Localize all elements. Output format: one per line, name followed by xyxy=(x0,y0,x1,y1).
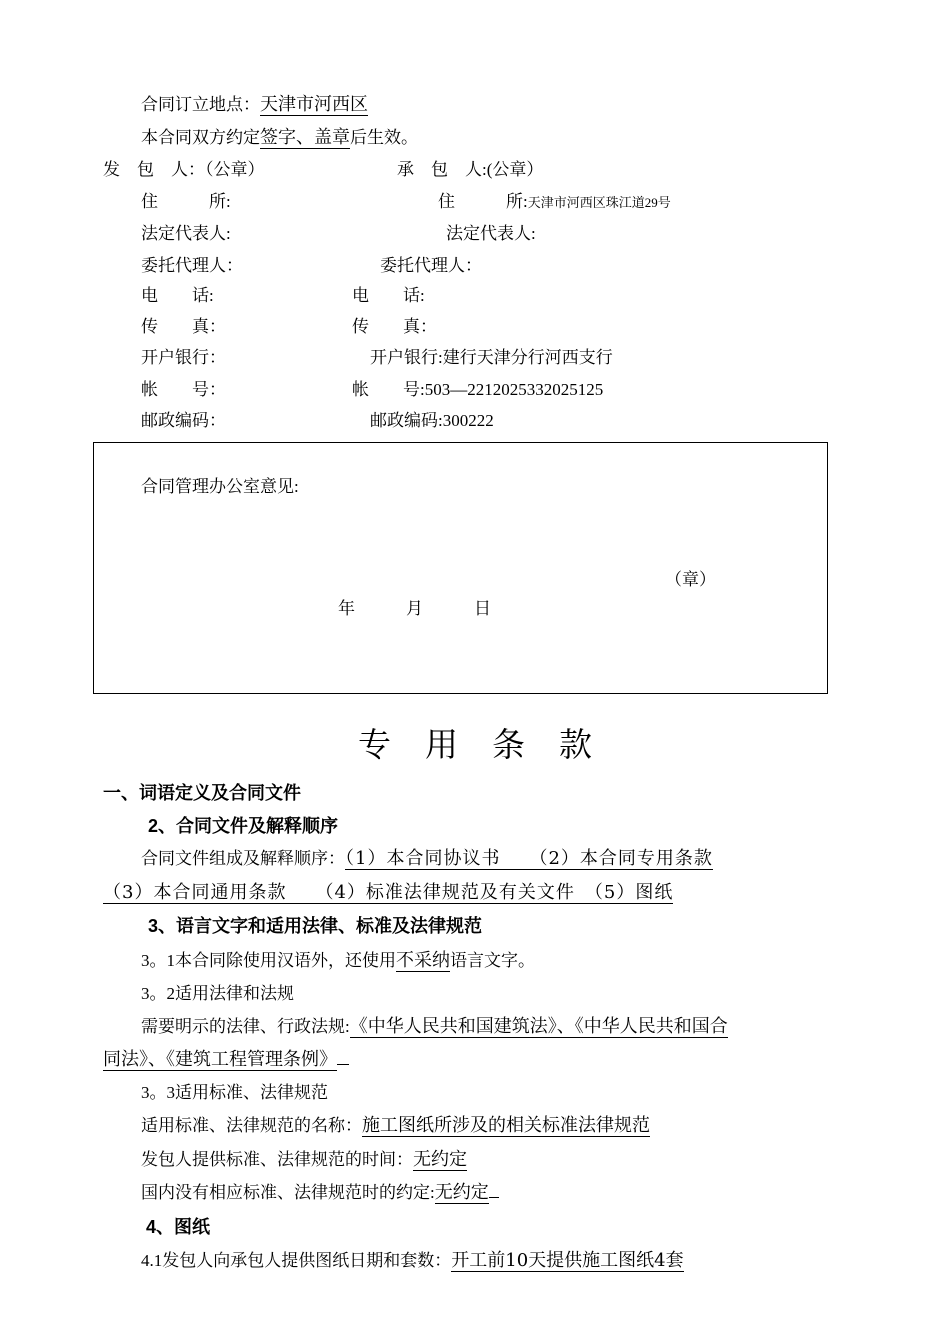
documents-order-label: 合同文件组成及解释顺序： xyxy=(141,849,345,868)
clause-3-1-prefix: 3。1本合同除使用汉语外，还使用 xyxy=(141,951,396,970)
contract-place-label: 合同订立地点： xyxy=(141,95,260,114)
underline-tail xyxy=(489,1197,499,1198)
contractor-address-line xyxy=(438,191,671,214)
effect-value: 签字、盖章 xyxy=(260,127,350,148)
contractor-address-label: 住 所: xyxy=(438,192,528,211)
opinion-date: 年 月 日 xyxy=(338,599,491,618)
heading-language-law: 3、语言文字和适用法律、标准及法律规范 xyxy=(148,916,483,936)
employer-phone-label: 电 话: xyxy=(141,286,214,305)
standards-name-label: 适用标准、法律规范的名称： xyxy=(141,1116,362,1135)
section-title: 专用条款 xyxy=(358,725,626,764)
contractor-account-label: 帐 号: xyxy=(352,380,425,399)
heading-drawings: 4、图纸 xyxy=(146,1217,211,1237)
effect-prefix: 本合同双方约定 xyxy=(141,128,260,147)
standards-name-value: 施工图纸所涉及的相关标准法律规范 xyxy=(362,1115,650,1136)
contractor-agent-label: 委托代理人： xyxy=(380,256,482,275)
standards-none-label: 国内没有相应标准、法律规范时的约定: xyxy=(141,1183,435,1202)
documents-order-value-2: （3）本合同通用条款 （4）标准法律规范及有关文件 （5）图纸 xyxy=(103,882,674,903)
standards-time-line xyxy=(141,1149,467,1171)
contract-place-line xyxy=(141,94,368,116)
laws-value-2: 同法》、《建筑工程管理条例》 xyxy=(103,1049,337,1070)
contractor-postcode-value: 300222 xyxy=(442,411,494,430)
contractor-fax-label: 传 真： xyxy=(352,317,437,336)
clause-3-2: 3。2适用法律和法规 xyxy=(141,984,294,1003)
heading-documents-order: 2、合同文件及解释顺序 xyxy=(148,816,339,836)
effect-suffix: 后生效。 xyxy=(350,128,418,147)
contractor-bank-line xyxy=(370,347,613,369)
employer-address-label: 住 所: xyxy=(141,192,231,211)
contract-place-value: 天津市河西区 xyxy=(260,94,368,115)
clause-4-1-label: 4.1发包人向承包人提供图纸日期和套数： xyxy=(141,1251,452,1270)
contractor-account-line xyxy=(352,379,603,401)
clause-3-1-value: 不采纳 xyxy=(396,950,450,971)
clause-4-1 xyxy=(141,1250,684,1272)
opinion-label: 合同管理办公室意见: xyxy=(141,477,299,496)
contractor-postcode-label: 邮政编码: xyxy=(370,411,443,430)
heading-definitions: 一、词语定义及合同文件 xyxy=(103,783,301,803)
laws-line-1 xyxy=(141,1016,728,1038)
employer-postcode-label: 邮政编码： xyxy=(141,411,226,430)
documents-order-line-1 xyxy=(141,848,713,870)
seal-placeholder: （章） xyxy=(665,570,716,589)
contractor-bank-label: 开户银行: xyxy=(370,348,443,367)
employer-label: 发 包 人：（公章） xyxy=(103,160,265,179)
contractor-postcode-line xyxy=(370,410,494,432)
laws-value-1: 《中华人民共和国建筑法》、《中华人民共和国合 xyxy=(349,1016,728,1037)
employer-fax-label: 传 真： xyxy=(141,317,226,336)
employer-account-label: 帐 号： xyxy=(141,380,226,399)
contractor-phone-label: 电 话: xyxy=(352,286,425,305)
clause-3-1-suffix: 语言文字。 xyxy=(450,951,535,970)
clause-3-1 xyxy=(141,950,535,972)
laws-label: 需要明示的法律、行政法规: xyxy=(141,1017,350,1036)
standards-time-value: 无约定 xyxy=(413,1149,467,1170)
contractor-label: 承 包 人:(公章） xyxy=(397,160,544,179)
documents-order-line-2 xyxy=(103,882,673,904)
contractor-bank-value: 建行天津分行河西支行 xyxy=(442,348,613,367)
contractor-address-value: 天津市河西区珠江道29号 xyxy=(527,195,671,210)
clause-3-3: 3。3适用标准、法律规范 xyxy=(141,1083,328,1102)
standards-name-line xyxy=(141,1115,650,1137)
laws-line-2 xyxy=(103,1049,349,1071)
employer-legal-rep-label: 法定代表人: xyxy=(141,224,231,243)
contract-effect-line xyxy=(141,127,418,149)
standards-none-line xyxy=(141,1182,499,1204)
contractor-legal-rep-label: 法定代表人: xyxy=(446,224,536,243)
standards-time-label: 发包人提供标准、法律规范的时间： xyxy=(141,1150,413,1169)
standards-none-value: 无约定 xyxy=(434,1182,489,1203)
underline-tail xyxy=(337,1064,349,1065)
clause-4-1-value: 开工前10天提供施工图纸4套 xyxy=(451,1250,684,1271)
employer-bank-label: 开户银行： xyxy=(141,348,226,367)
documents-order-value-1: （1）本合同协议书 （2）本合同专用条款 xyxy=(345,848,713,869)
employer-agent-label: 委托代理人： xyxy=(141,256,243,275)
contractor-account-value: 503—2212025332025125 xyxy=(424,380,604,399)
